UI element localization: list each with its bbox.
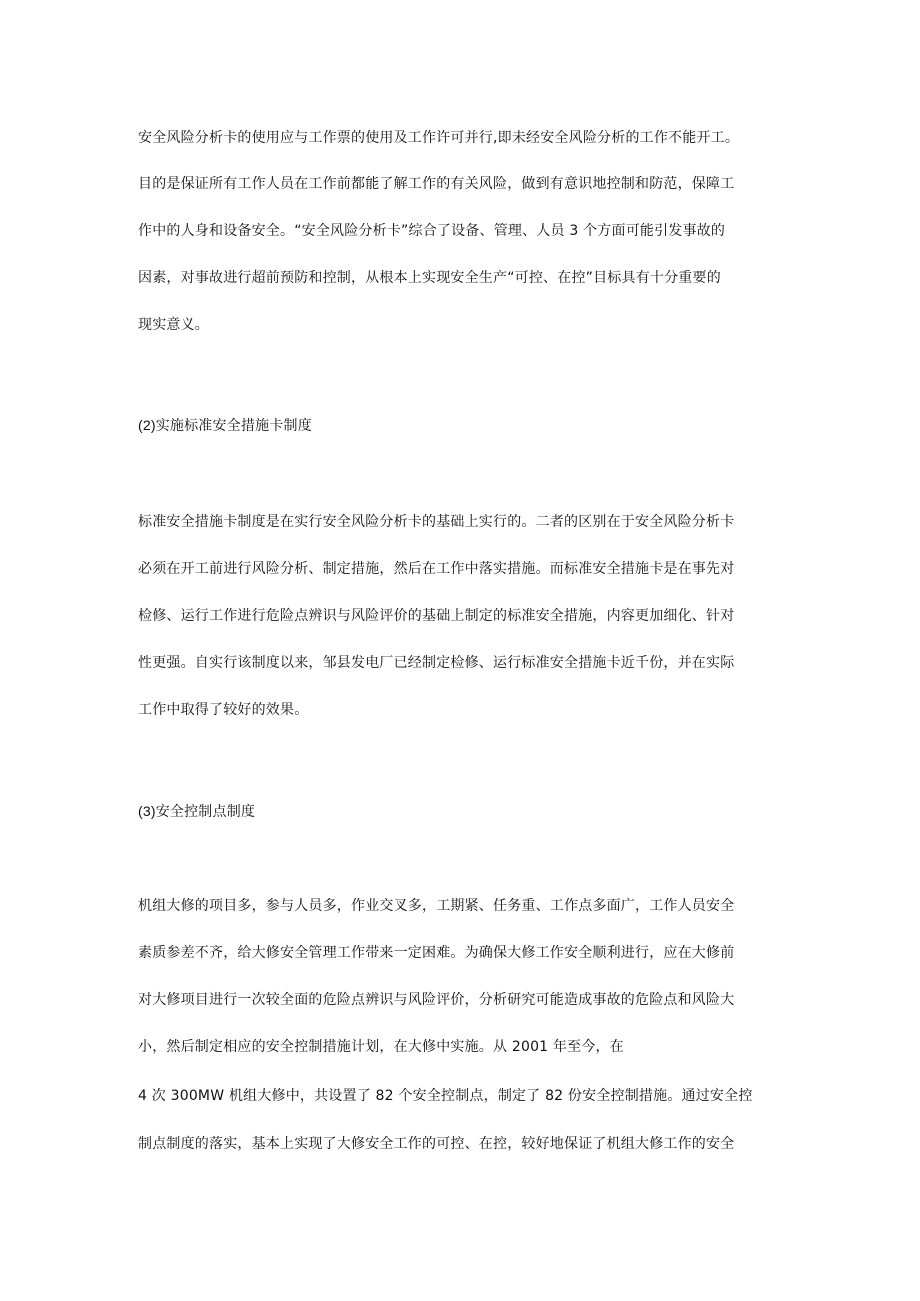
paragraph-1-line-4: 因素，对事故进行超前预防和控制，从根本上实现安全生产“可控、在控”目标具有十分重要的 <box>138 270 721 286</box>
section-heading-3: (3)安全控制点制度 <box>138 803 256 819</box>
paragraph-3-line-4: 小，然后制定相应的安全控制措施计划，在大修中实施。从 2001 年至今，在 <box>138 1039 624 1055</box>
paragraph-2-line-2: 必须在开工前进行风险分析、制定措施，然后在工作中落实措施。而标准安全措施卡是在事先对 <box>138 561 735 577</box>
paragraph-3-line-3: 对大修项目进行一次较全面的危险点辨识与风险评价，分析研究可能造成事故的危险点和风险大 <box>138 992 735 1008</box>
section-heading-2: (2)实施标准安全措施卡制度 <box>138 417 312 433</box>
paragraph-3-line-6: 制点制度的落实，基本上实现了大修安全工作的可控、在控，较好地保证了机组大修工作的安全 <box>138 1136 735 1152</box>
paragraph-1-line-5: 现实意义。 <box>138 317 209 333</box>
paragraph-2-line-1: 标准安全措施卡制度是在实行安全风险分析卡的基础上实行的。二者的区别在于安全风险分析卡 <box>138 514 735 530</box>
paragraph-2-line-3: 检修、运行工作进行危险点辨识与风险评价的基础上制定的标准安全措施，内容更加细化、针对 <box>138 608 735 624</box>
paragraph-3-line-2: 素质参差不齐，给大修安全管理工作带来一定困难。为确保大修工作安全顺利进行，应在大修前 <box>138 945 735 961</box>
paragraph-3-line-5: 4 次 300MW 机组大修中，共设置了 82 个安全控制点，制定了 82 份安全控制措施。通过安全控 <box>138 1088 753 1104</box>
paragraph-1-line-2: 目的是保证所有工作人员在工作前都能了解工作的有关风险，做到有意识地控制和防范，保障工 <box>138 176 735 192</box>
paragraph-3-line-1: 机组大修的项目多，参与人员多，作业交叉多，工期紧、任务重、工作点多面广，工作人员安全 <box>138 898 735 914</box>
paragraph-2-line-4: 性更强。自实行该制度以来，邹县发电厂已经制定检修、运行标准安全措施卡近千份，并在实际 <box>138 655 735 671</box>
paragraph-2-line-5: 工作中取得了较好的效果。 <box>138 702 309 718</box>
paragraph-1-line-3: 作中的人身和设备安全。“安全风险分析卡”综合了设备、管理、人员 3 个方面可能引发事故的 <box>138 223 726 239</box>
paragraph-1-line-1: 安全风险分析卡的使用应与工作票的使用及工作许可并行,即未经安全风险分析的工作不能开工。 <box>138 130 740 146</box>
